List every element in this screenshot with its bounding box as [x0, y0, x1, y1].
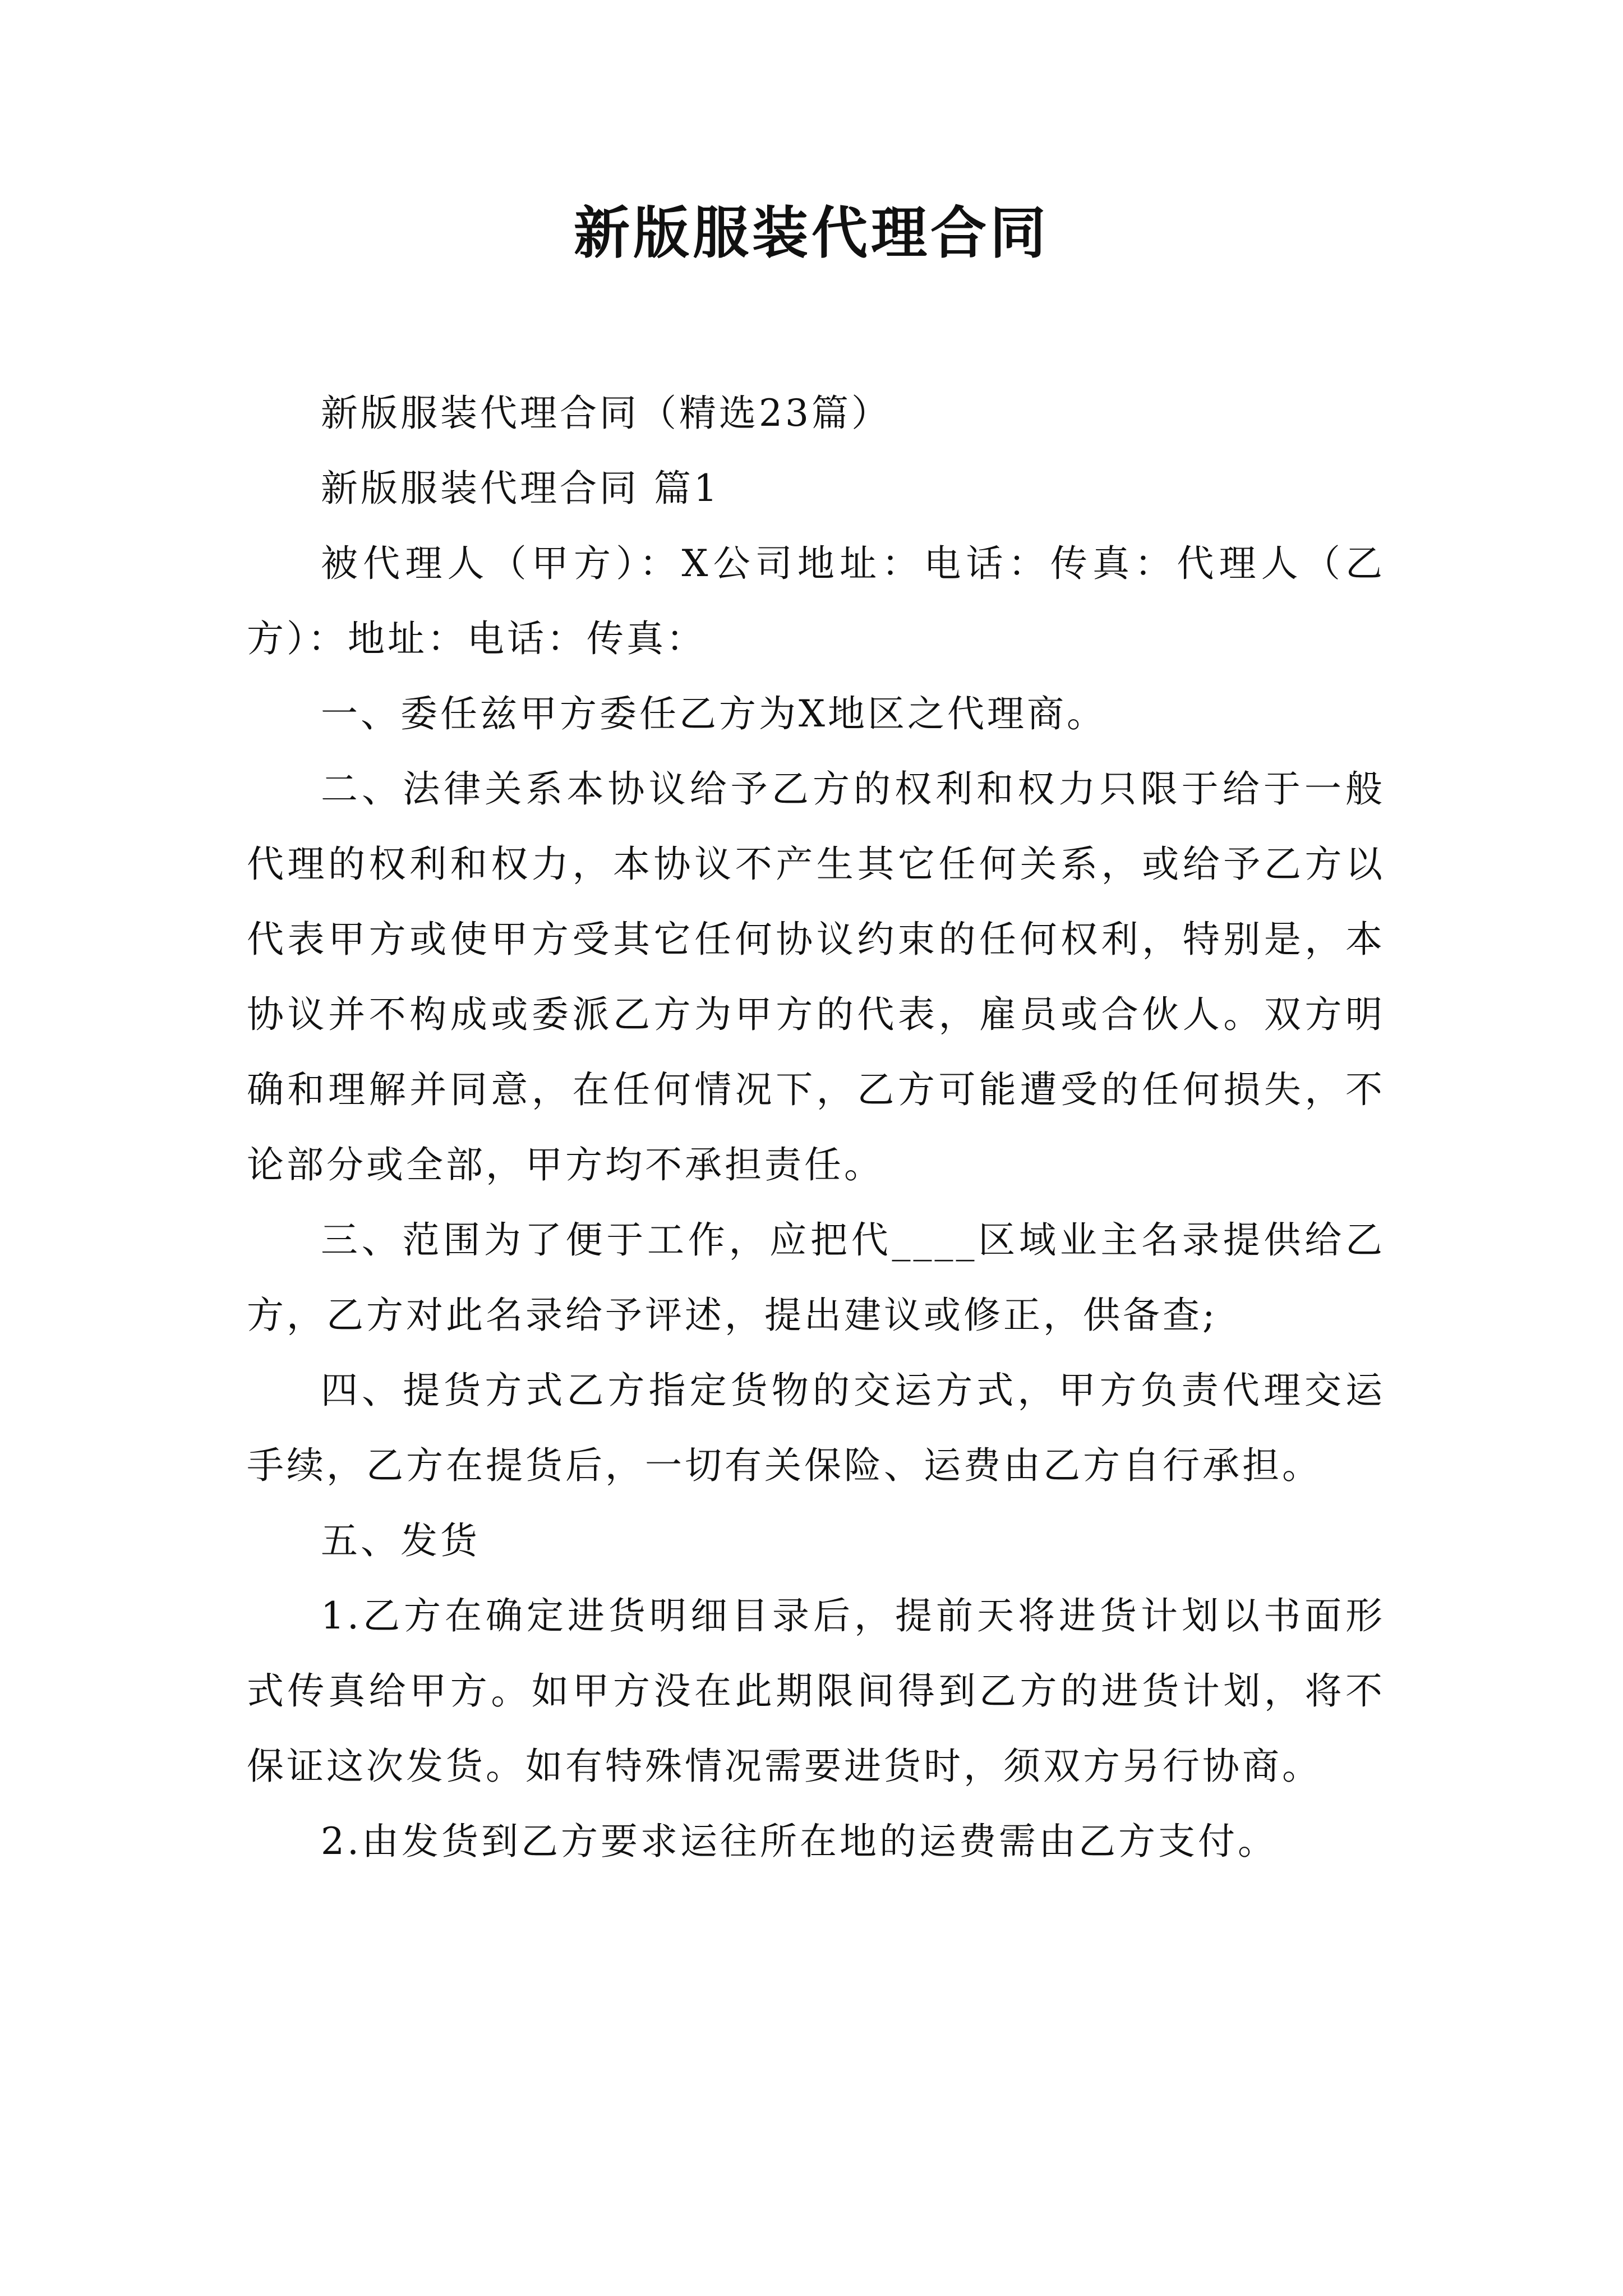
document-subtitle: 新版服装代理合同（精选23篇）: [321, 392, 891, 435]
clause-scope: 三、范围为了便于工作，应把代____区域业主名录提供给乙方，乙方对此名录给予评述，提出建议或修正，供备查;: [247, 1218, 1385, 1337]
parties-paragraph: 被代理人（甲方）：X公司地址：电话：传真：代理人（乙方）：地址：电话：传真：: [247, 542, 1385, 660]
document-title: 新版服装代理合同: [574, 200, 1049, 266]
shipping-item-2: 2.由发货到乙方要求运往所在地的运费需由乙方支付。: [321, 1820, 1278, 1863]
clause-legal-relationship: 二、法律关系本协议给予乙方的权利和权力只限于给于一般代理的权利和权力，本协议不产生其它任何关系，或给予乙方以代表甲方或使甲方受其它任何协议约束的任何权利，特别是，本协议并不构成或委派乙方为甲方的代表，雇员或合伙人。双方明确和理解并同意，在任何情况下，乙方可能遭受的任何损失，不论部分或全部，甲方均不承担责任。: [247, 767, 1385, 1186]
section-heading: 新版服装代理合同 篇1: [321, 467, 720, 510]
clause-appointment: 一、委任兹甲方委任乙方为X地区之代理商。: [321, 692, 1106, 735]
clause-pickup-method: 四、提货方式乙方指定货物的交运方式，甲方负责代理交运手续，乙方在提货后，一切有关保险、运费由乙方自行承担。: [247, 1369, 1385, 1487]
clause-shipping-heading: 五、发货: [321, 1519, 480, 1562]
document-body: [247, 376, 1385, 1879]
shipping-item-1: 1.乙方在确定进货明细目录后，提前天将进货计划以书面形式传真给甲方。如甲方没在此期限间得到乙方的进货计划，将不保证这次发货。如有特殊情况需要进货时，须双方另行协商。: [247, 1594, 1385, 1788]
